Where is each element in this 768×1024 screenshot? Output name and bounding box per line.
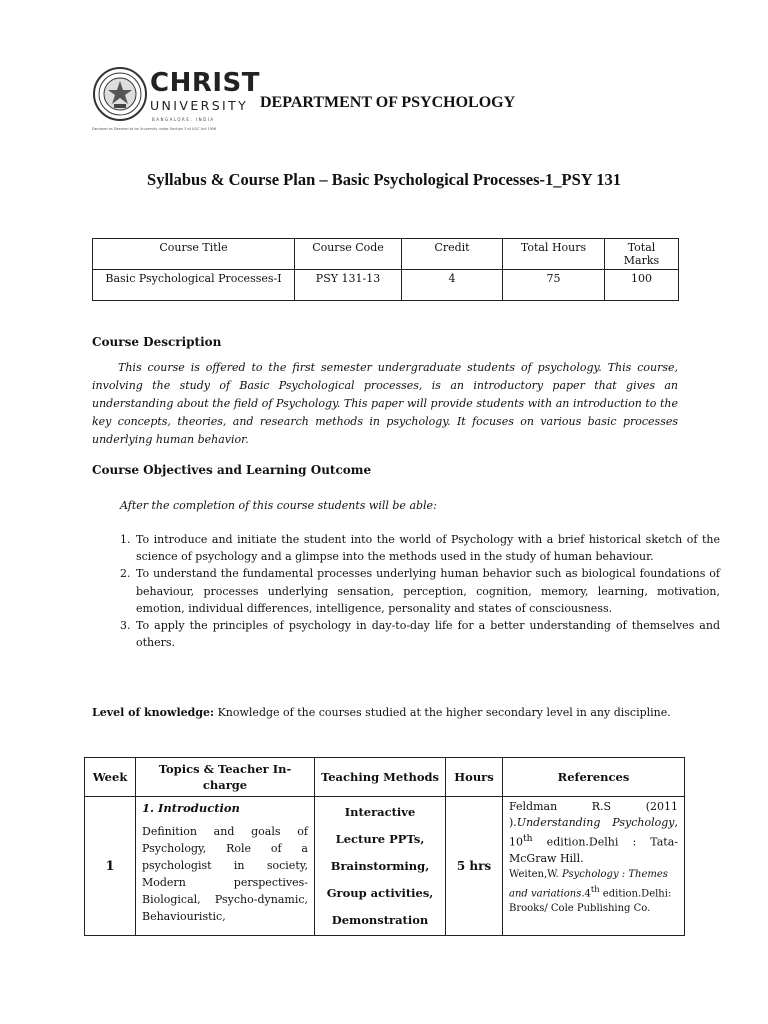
objectives-list: [92, 531, 720, 651]
brand-name: CHRIST: [150, 68, 260, 98]
cell-topics: [136, 797, 315, 936]
table-row: [93, 270, 679, 301]
course-description-text: This course is offered to the first semester undergraduate students of psychology. This course, involving the study of Basic Psychological processes, is an introductory paper that gives an understanding about the field of Psychology. This paper will provide students with an introduction to the key concepts, theories, and research methods in psychology. It focuses on various basic processes underlying human behavior.: [92, 361, 678, 446]
reference-publisher: edition.Delhi : Tata- McGraw Hill.: [509, 835, 678, 865]
cell-methods: [315, 797, 446, 936]
objectives-intro: After the completion of this course students will be able:: [120, 499, 437, 512]
method-item: Demonstration: [331, 913, 429, 927]
header-total-hours: Total Hours: [503, 239, 605, 270]
brand-location: BANGALORE, INDIA: [152, 117, 215, 122]
cell-references: [503, 797, 685, 936]
reference-title: Understanding Psychology: [516, 816, 675, 829]
department-name: DEPARTMENT OF PSYCHOLOGY: [260, 94, 516, 111]
reference-item: [509, 799, 678, 867]
header-credit: Credit: [402, 239, 503, 270]
table-row: [85, 797, 685, 936]
method-item: Interactive: [344, 805, 416, 819]
header-course-code: Course Code: [295, 239, 402, 270]
cell-hours: 5 hrs: [446, 797, 503, 936]
header-references: References: [503, 758, 685, 797]
reference-publisher: edition.Delhi: Brooks/ Cole Publishing Co.: [509, 887, 672, 914]
header-total-marks: Total Marks: [605, 239, 679, 270]
header-week: Week: [85, 758, 136, 797]
document-title: Syllabus & Course Plan – Basic Psychological Processes-1_PSY 131: [147, 170, 621, 189]
cell-course-title: Basic Psychological Processes-I: [93, 270, 295, 301]
reference-item: [509, 867, 678, 916]
reference-edition-suffix: th: [590, 883, 600, 894]
reference-edition: 4: [584, 887, 591, 899]
topic-description: Definition and goals of Psychology, Role of a psychologist in society, Modern perspectives- Biological, Psycho-dynamic, Behaviouristic,: [142, 825, 308, 923]
knowledge-text: Knowledge of the courses studied at the higher secondary level in any discipline.: [217, 706, 671, 719]
list-item: 3. To apply the principles of psychology in day-to-day life for a better understanding of themselves and others.: [134, 617, 720, 651]
topic-title: 1. Introduction: [142, 801, 240, 815]
page-header: [92, 64, 692, 134]
method-item: Brainstorming,: [330, 859, 430, 873]
reference-author: Feldman R.S (2011 ).: [509, 800, 678, 829]
brand-subtitle: UNIVERSITY: [150, 98, 249, 113]
cell-course-code: PSY 131-13: [295, 270, 402, 301]
list-item: 1. To introduce and initiate the student into the world of Psychology with a brief historical sketch of the science of psychology and a glimpse into the methods used in the study of human behaviour.: [134, 531, 720, 565]
knowledge-label: Level of knowledge:: [92, 706, 215, 719]
header-topics: Topics & Teacher In-charge: [136, 758, 315, 797]
objectives-heading: Course Objectives and Learning Outcome: [92, 463, 372, 477]
reference-edition-suffix: th: [523, 833, 533, 844]
method-item: Lecture PPTs,: [335, 832, 425, 846]
header-methods: Teaching Methods: [315, 758, 446, 797]
reference-title: Psychology : Themes and variations.: [509, 868, 668, 899]
table-header-row: [93, 239, 679, 270]
cell-total-marks: 100: [605, 270, 679, 301]
knowledge-level: [92, 704, 678, 722]
cell-total-hours: 75: [503, 270, 605, 301]
header-hours: Hours: [446, 758, 503, 797]
reference-author: Weiten,W.: [509, 868, 563, 880]
course-info-table: [92, 238, 679, 301]
university-seal-icon: [92, 64, 148, 124]
header-course-title: Course Title: [93, 239, 295, 270]
cell-credit: 4: [402, 270, 503, 301]
reference-edition: , 10: [509, 816, 678, 849]
brand-tagline: Declared as Deemed to be University under Section 3 of UGC Act 1956: [92, 127, 217, 131]
cell-week: 1: [85, 797, 136, 936]
course-description-heading: Course Description: [92, 335, 222, 349]
course-plan-table: [84, 757, 685, 936]
method-item: Group activities,: [326, 886, 434, 900]
table-header-row: [85, 758, 685, 797]
list-item: 2. To understand the fundamental processes underlying human behavior such as biological foundations of behaviour, processes underlying sensation, perception, cognition, memory, learning, motivation, emotion, individual differences, intelligence, personality and states of consciousness.: [134, 565, 720, 617]
